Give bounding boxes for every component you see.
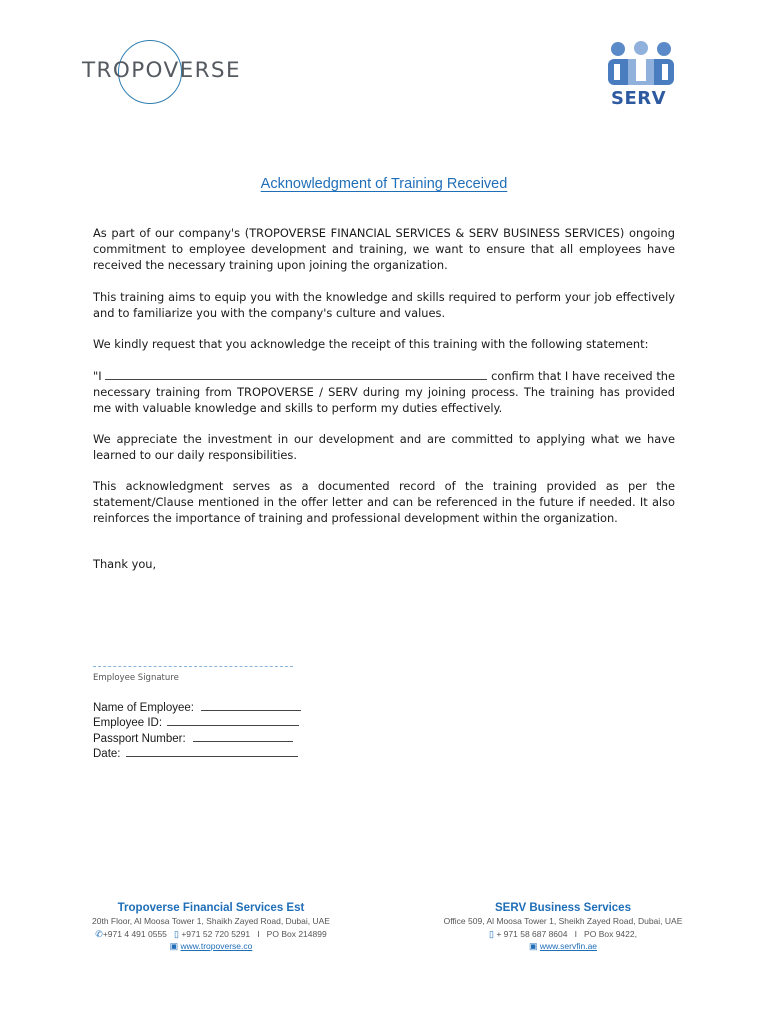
footer-serv — [428, 901, 698, 953]
paragraph-request: We kindly request that you acknowledge the receipt of this training with the following statement: — [93, 337, 649, 351]
field-passport-label: Passport Number: — [93, 732, 186, 745]
closing-text: Thank you, — [93, 557, 157, 571]
footer-tropoverse-separator: I — [257, 928, 260, 939]
signature-line[interactable] — [93, 666, 293, 667]
paragraph-intro: As part of our company's (TROPOVERSE FINANCIAL SERVICES & SERV BUSINESS SERVICES) ongoing commitment to employee development and training, we want to ensure that all employees have received the necessary training upon joining the organization. — [93, 226, 675, 272]
document-title: Acknowledgment of Training Received — [260, 176, 508, 192]
footer-tropoverse-phone2: +971 52 720 5291 — [181, 928, 251, 939]
tropoverse-logo — [82, 40, 247, 106]
footer-tropoverse-phone1: +971 4 491 0555 — [102, 928, 167, 939]
globe-icon: ▣ — [169, 941, 179, 951]
statement-name-blank[interactable] — [105, 369, 487, 380]
signature-label: Employee Signature — [93, 673, 179, 683]
footer-tropoverse-address: 20th Floor, Al Moosa Tower 1, Shaikh Zayed Road, Dubai, UAE — [92, 916, 330, 926]
paragraph-record: This acknowledgment serves as a documented record of the training provided as per the statement/Clause mentioned in the offer letter and can be referenced in the future if needed. It also reinforces the importance of training and professional development within the organization. — [93, 479, 675, 525]
field-name-blank[interactable] — [201, 700, 301, 711]
statement-rest: confirm that I have received the necessary training from TROPOVERSE / SERV during my joining process. The training has provided me with valuable knowledge and skills to perform my duties effectively. — [93, 369, 676, 415]
footer-tropoverse-web-row — [75, 940, 347, 953]
field-id-blank[interactable] — [167, 715, 299, 726]
footer-serv-address: Office 509, Al Moosa Tower 1, Sheikh Zayed Road, Dubai, UAE — [443, 916, 683, 926]
footer-serv-phone: + 971 58 687 8604 — [496, 928, 568, 939]
footer-tropoverse-name: Tropoverse Financial Services Est — [117, 902, 305, 914]
field-id-label: Employee ID: — [93, 717, 163, 730]
field-date-blank[interactable] — [126, 746, 298, 757]
phone-icon: ✆ — [95, 928, 103, 939]
paragraph-statement — [93, 368, 675, 416]
footer-serv-pobox: PO Box 9422, — [584, 928, 637, 939]
footer-tropoverse-contacts — [75, 928, 347, 941]
field-passport-blank[interactable] — [193, 731, 293, 742]
globe-icon: ▣ — [528, 941, 538, 951]
paragraph-aim: This training aims to equip you with the knowledge and skills required to perform your job effectively and to familiarize you with the company's culture and values. — [93, 290, 675, 320]
mobile-icon: ▯ — [174, 928, 179, 939]
footer-serv-separator: I — [574, 928, 577, 939]
serv-logo-text: SERV — [611, 88, 667, 109]
footer-serv-contacts — [428, 928, 698, 941]
statement-open: "I — [93, 369, 102, 383]
serv-logo — [606, 40, 676, 112]
footer-serv-web-row — [428, 940, 698, 953]
footer-serv-name: SERV Business Services — [495, 902, 631, 914]
footer-tropoverse-website[interactable]: www.tropoverse.co — [180, 941, 253, 951]
field-name-row — [93, 700, 301, 715]
field-id-row — [93, 715, 301, 730]
paragraph-appreciation: We appreciate the investment in our development and are committed to applying what we have learned to our daily responsibilities. — [93, 432, 675, 462]
mobile-icon: ▯ — [489, 928, 494, 939]
footer-tropoverse — [75, 901, 347, 953]
footer-serv-website[interactable]: www.servfin.ae — [539, 941, 598, 951]
field-date-label: Date: — [93, 747, 121, 760]
tropoverse-logo-text: TROPOVERSE — [82, 58, 241, 83]
footer-tropoverse-pobox: PO Box 214899 — [266, 928, 327, 939]
field-date-row — [93, 746, 301, 761]
field-passport-row — [93, 731, 301, 746]
serv-people-icon — [606, 40, 676, 88]
employee-fields — [93, 700, 301, 761]
field-name-label: Name of Employee: — [93, 702, 194, 714]
